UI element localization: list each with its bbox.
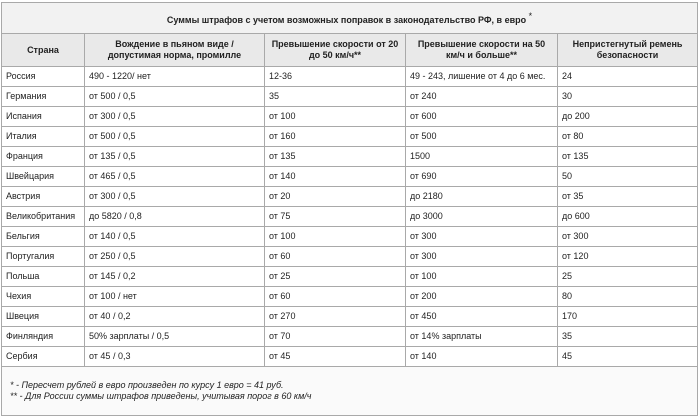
cell-seatbelt: 80 [558,287,698,307]
cell-country: Швеция [2,307,85,327]
cell-seatbelt: от 120 [558,247,698,267]
header-country: Страна [2,34,85,67]
header-drunk-driving: Вождение в пьяном виде / допустимая норма, промилле [85,34,265,67]
cell-speeding-50-plus: до 3000 [406,207,558,227]
table-row [2,67,698,87]
cell-speeding-50-plus: от 300 [406,227,558,247]
cell-drunk-driving: 490 - 1220/ нет [85,67,265,87]
cell-seatbelt: 35 [558,327,698,347]
table-row [2,187,698,207]
cell-country: Австрия [2,187,85,207]
table-title [2,3,698,34]
cell-country: Россия [2,67,85,87]
cell-country: Швейцария [2,167,85,187]
table-row [2,307,698,327]
cell-country: Сербия [2,347,85,367]
fines-table [1,2,698,416]
cell-speeding-20-50: от 70 [265,327,406,347]
cell-speeding-20-50: 12-36 [265,67,406,87]
cell-country: Испания [2,107,85,127]
cell-speeding-20-50: от 75 [265,207,406,227]
cell-drunk-driving: от 40 / 0,2 [85,307,265,327]
cell-speeding-50-plus: 1500 [406,147,558,167]
header-speeding-20-50: Превышение скорости от 20 до 50 км/ч** [265,34,406,67]
header-seatbelt: Непристегнутый ремень безопасности [558,34,698,67]
cell-drunk-driving: от 300 / 0,5 [85,107,265,127]
cell-speeding-50-plus: от 300 [406,247,558,267]
cell-speeding-20-50: от 20 [265,187,406,207]
footnote: * - Пересчет рублей в евро произведен по курсу 1 евро = 41 руб. [10,380,284,390]
cell-country: Бельгия [2,227,85,247]
cell-speeding-20-50: от 45 [265,347,406,367]
cell-drunk-driving: до 5820 / 0,8 [85,207,265,227]
cell-drunk-driving: от 135 / 0,5 [85,147,265,167]
cell-seatbelt: от 300 [558,227,698,247]
cell-speeding-20-50: от 60 [265,287,406,307]
cell-seatbelt: 24 [558,67,698,87]
table-row [2,127,698,147]
cell-country: Франция [2,147,85,167]
cell-seatbelt: 25 [558,267,698,287]
cell-speeding-50-plus: от 690 [406,167,558,187]
cell-speeding-50-plus: от 200 [406,287,558,307]
cell-seatbelt: 50 [558,167,698,187]
cell-speeding-20-50: от 135 [265,147,406,167]
cell-country: Италия [2,127,85,147]
cell-country: Польша [2,267,85,287]
table-row [2,347,698,367]
cell-country: Португалия [2,247,85,267]
cell-seatbelt: до 600 [558,207,698,227]
cell-speeding-20-50: от 25 [265,267,406,287]
header-speeding-50-plus: Превышение скорости на 50 км/ч и больше** [406,34,558,67]
footnote: ** - Для России суммы штрафов приведены, учитывая порог в 60 км/ч [10,391,312,401]
cell-drunk-driving: от 500 / 0,5 [85,87,265,107]
cell-speeding-50-plus: от 14% зарплаты [406,327,558,347]
cell-drunk-driving: от 500 / 0,5 [85,127,265,147]
cell-seatbelt: 30 [558,87,698,107]
cell-speeding-20-50: от 100 [265,107,406,127]
cell-country: Чехия [2,287,85,307]
cell-speeding-20-50: от 160 [265,127,406,147]
table-row [2,207,698,227]
cell-speeding-50-plus: до 2180 [406,187,558,207]
cell-seatbelt: от 135 [558,147,698,167]
cell-speeding-50-plus: от 240 [406,87,558,107]
table-row [2,267,698,287]
table-row [2,227,698,247]
table-row [2,147,698,167]
cell-drunk-driving: от 140 / 0,5 [85,227,265,247]
cell-drunk-driving: от 100 / нет [85,287,265,307]
cell-speeding-50-plus: 49 - 243, лишение от 4 до 6 мес. [406,67,558,87]
cell-country: Финляндия [2,327,85,347]
cell-speeding-50-plus: от 500 [406,127,558,147]
cell-speeding-50-plus: от 450 [406,307,558,327]
table-title-text: Суммы штрафов с учетом возможных поправок в законодательство РФ, в евро [166,14,527,25]
fines-table-container [1,2,697,416]
cell-drunk-driving: от 250 / 0,5 [85,247,265,267]
cell-speeding-20-50: от 270 [265,307,406,327]
cell-drunk-driving: от 45 / 0,3 [85,347,265,367]
cell-drunk-driving: от 300 / 0,5 [85,187,265,207]
table-title-footnote-mark: * [528,10,533,21]
cell-speeding-20-50: от 140 [265,167,406,187]
cell-speeding-50-plus: от 140 [406,347,558,367]
cell-seatbelt: 45 [558,347,698,367]
table-footnotes [2,367,698,416]
table-header-row [2,34,698,67]
cell-drunk-driving: от 145 / 0,2 [85,267,265,287]
cell-speeding-20-50: 35 [265,87,406,107]
cell-seatbelt: до 200 [558,107,698,127]
cell-speeding-50-plus: от 600 [406,107,558,127]
cell-speeding-50-plus: от 100 [406,267,558,287]
table-row [2,247,698,267]
table-row [2,87,698,107]
cell-seatbelt: 170 [558,307,698,327]
cell-drunk-driving: от 465 / 0,5 [85,167,265,187]
table-row [2,327,698,347]
cell-speeding-20-50: от 60 [265,247,406,267]
cell-seatbelt: от 80 [558,127,698,147]
cell-country: Великобритания [2,207,85,227]
cell-speeding-20-50: от 100 [265,227,406,247]
table-row [2,167,698,187]
cell-drunk-driving: 50% зарплаты / 0,5 [85,327,265,347]
table-row [2,287,698,307]
cell-seatbelt: от 35 [558,187,698,207]
table-row [2,107,698,127]
cell-country: Германия [2,87,85,107]
